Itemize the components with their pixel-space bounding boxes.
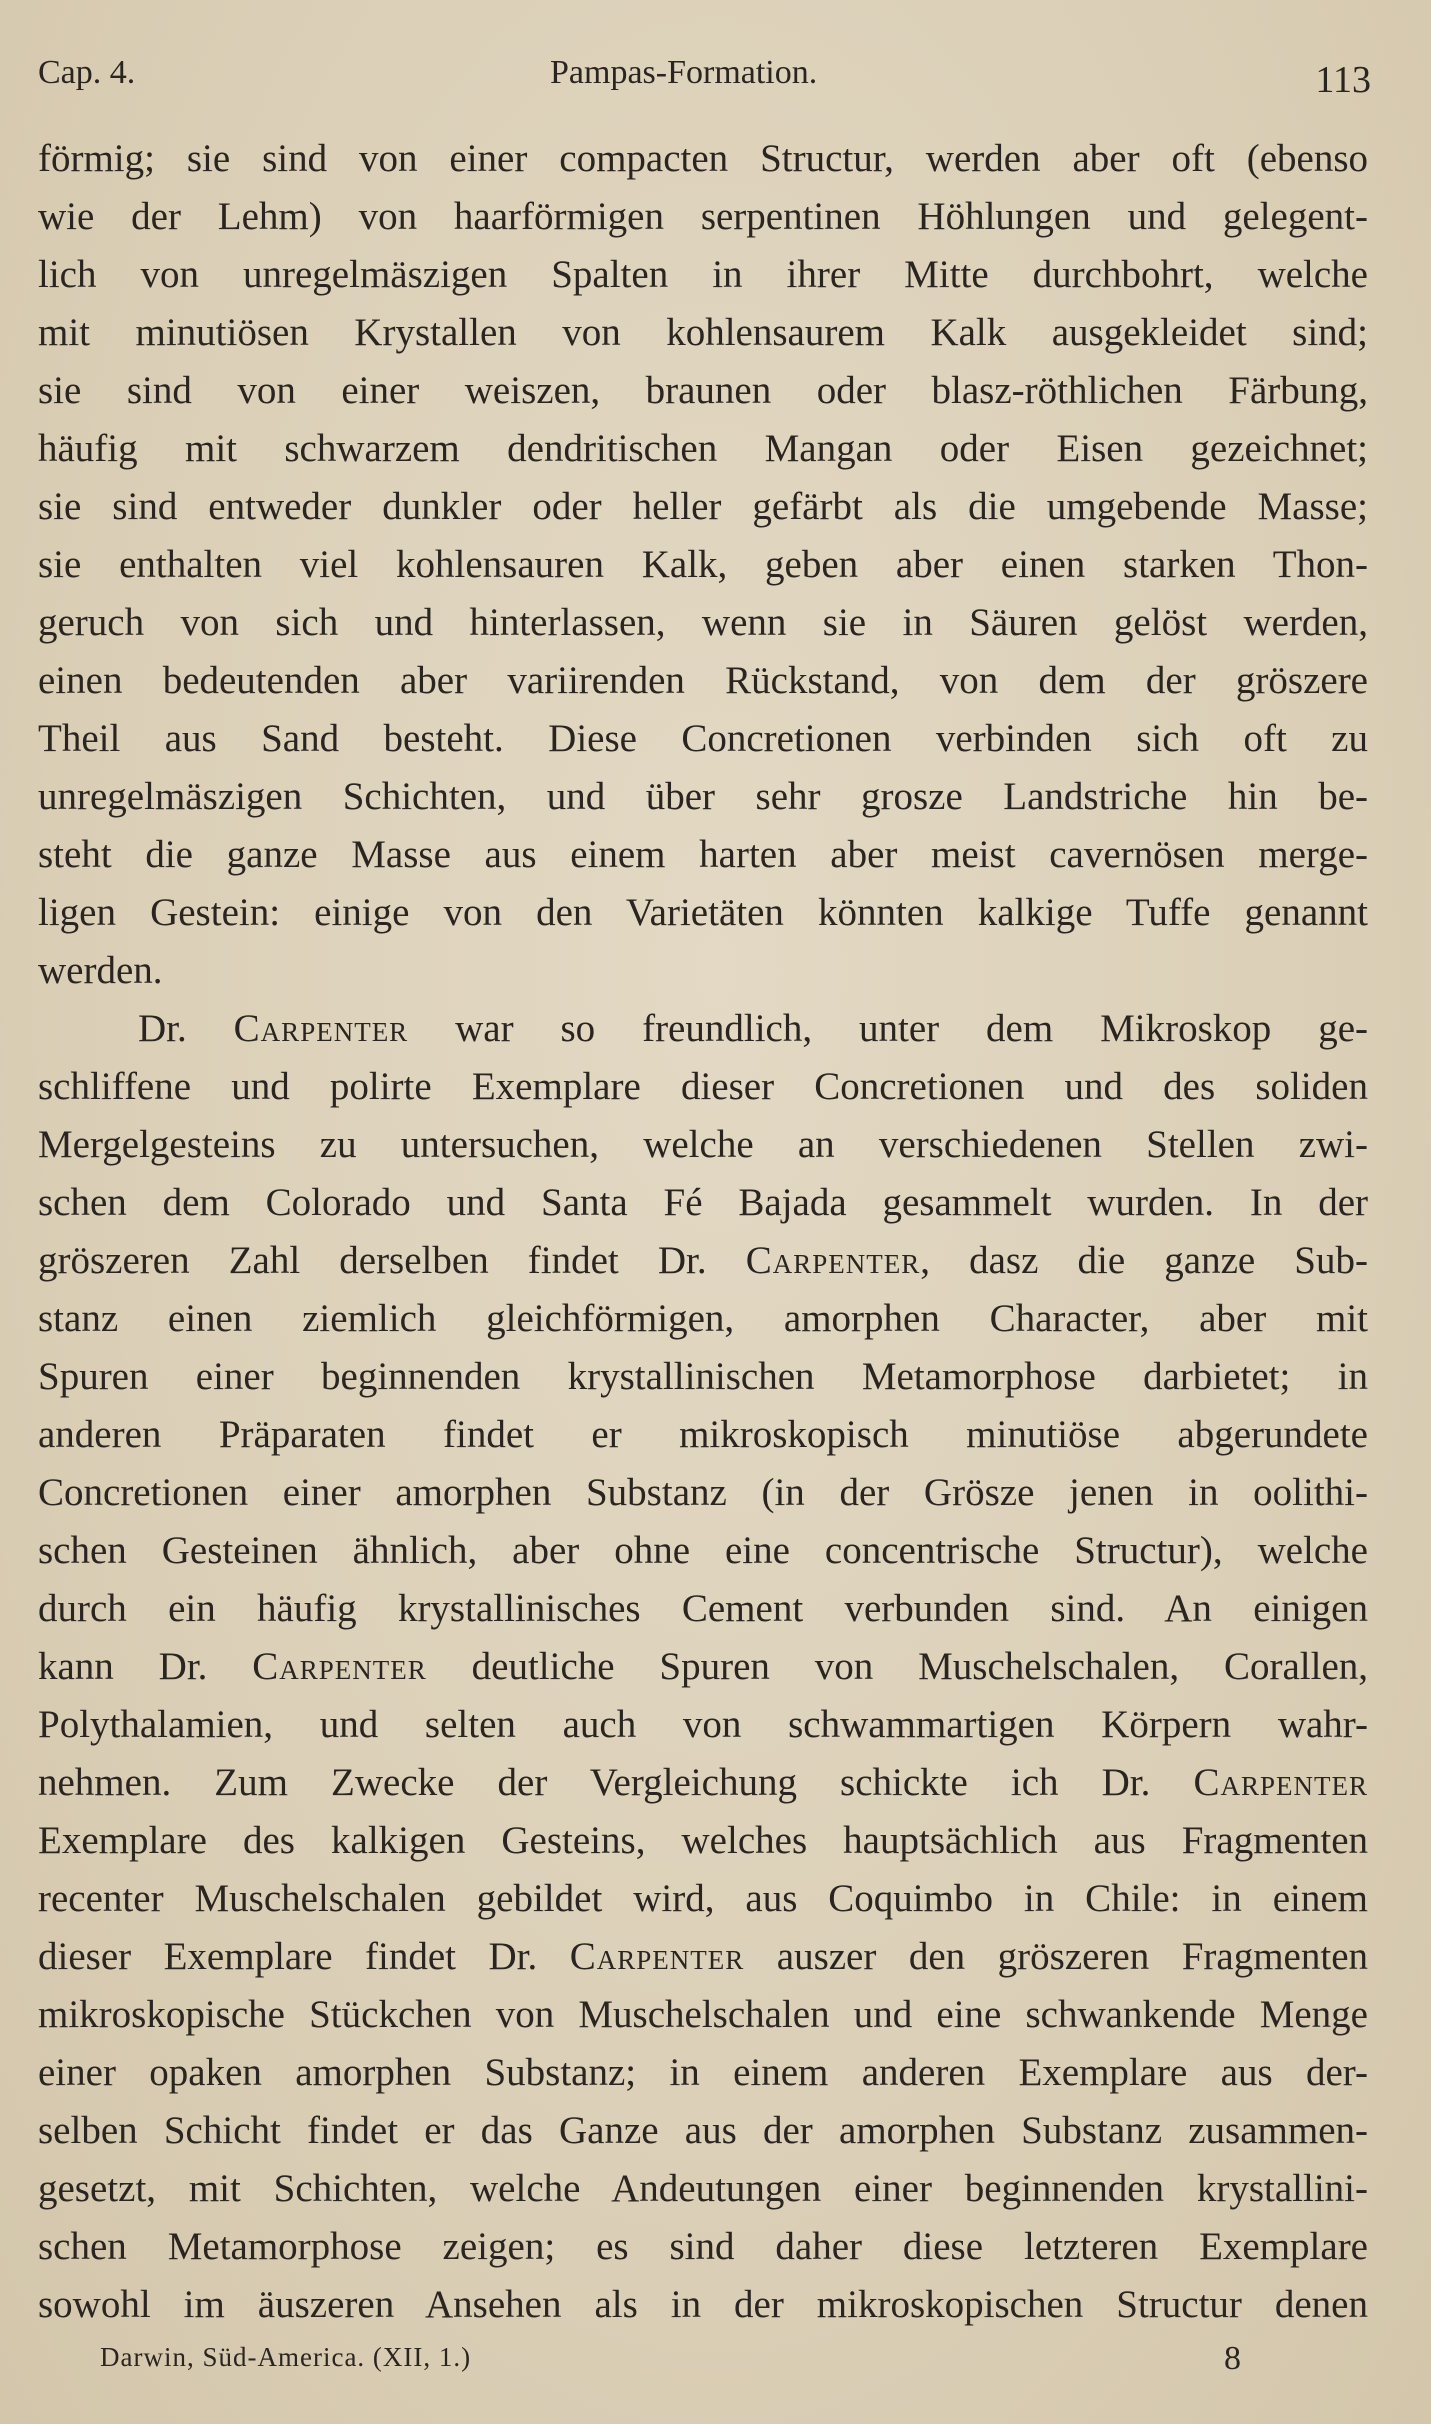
running-header — [38, 48, 1371, 108]
text-line: wie der Lehm) von haarförmigen serpentinen Höhlungen und gelegent- — [38, 195, 1368, 238]
text-line: schen dem Colorado und Santa Fé Bajada gesammelt wurden. In der — [38, 1181, 1368, 1224]
running-title: Pampas-Formation. — [550, 54, 818, 91]
text-line — [38, 1232, 1368, 1290]
text-line: häufig mit schwarzem dendritischen Mangan oder Eisen gezeichnet; — [38, 427, 1368, 470]
text-run: gröszeren Zahl derselben findet Dr. — [38, 1239, 746, 1282]
main-text — [38, 130, 1368, 2334]
text-line: Mergelgesteins zu untersuchen, welche an verschiedenen Stellen zwi- — [38, 1123, 1368, 1166]
text-line: sie enthalten viel kohlensauren Kalk, geben aber einen starken Thon- — [38, 543, 1368, 586]
text-line: stanz einen ziemlich gleichförmigen, amorphen Character, aber mit — [38, 1297, 1368, 1340]
text-line — [38, 1638, 1368, 1696]
page-number: 113 — [1315, 59, 1371, 101]
text-line: Spuren einer beginnenden krystallinischen Metamorphose darbietet; in — [38, 1355, 1368, 1398]
text-line: einer opaken amorphen Substanz; in einem anderen Exemplare aus der- — [38, 2051, 1368, 2094]
text-line: mikroskopische Stückchen von Muschelschalen und eine schwankende Menge — [38, 1993, 1368, 2036]
author-name: Carpenter — [1193, 1761, 1368, 1804]
text-line: sowohl im äuszeren Ansehen als in der mikroskopischen Structur denen — [38, 2283, 1368, 2326]
text-run: war so freundlich, unter dem Mikroskop ge- — [408, 1007, 1368, 1050]
text-line — [38, 1754, 1368, 1812]
sheet-number: 8 — [1224, 2340, 1241, 2377]
text-line: sie sind entweder dunkler oder heller gefärbt als die umgebende Masse; — [38, 485, 1368, 528]
chapter-label: Cap. 4. — [38, 54, 136, 91]
text-line: lich von unregelmäszigen Spalten in ihrer Mitte durchbohrt, welche — [38, 253, 1368, 296]
text-line: sie sind von einer weiszen, braunen oder blasz-röthlichen Färbung, — [38, 369, 1368, 412]
text-line: förmig; sie sind von einer compacten Structur, werden aber oft (ebenso — [38, 137, 1368, 180]
text-line: anderen Präparaten findet er mikroskopisch minutiöse abgerundete — [38, 1413, 1368, 1456]
text-run: nehmen. Zum Zwecke der Vergleichung schickte ich Dr. — [38, 1761, 1194, 1804]
text-run: , dasz die ganze Sub- — [920, 1239, 1368, 1282]
text-run: deutliche Spuren von Muschelschalen, Corallen, — [426, 1645, 1368, 1688]
text-line: geruch von sich und hinterlassen, wenn sie in Säuren gelöst werden, — [38, 601, 1368, 644]
text-line: durch ein häufig krystallinisches Cement verbunden sind. An einigen — [38, 1587, 1368, 1630]
author-name: Carpenter — [252, 1645, 427, 1688]
text-line: schliffene und polirte Exemplare dieser Concretionen und des soliden — [38, 1065, 1368, 1108]
text-line: recenter Muschelschalen gebildet wird, aus Coquimbo in Chile: in einem — [38, 1877, 1368, 1920]
paragraph-1 — [38, 130, 1368, 1000]
text-line: steht die ganze Masse aus einem harten aber meist cavernösen merge- — [38, 833, 1368, 876]
author-name: Carpenter — [233, 1007, 409, 1050]
page-footer — [100, 2342, 1241, 2382]
author-name: Carpenter — [569, 1935, 745, 1978]
text-line: mit minutiösen Krystallen von kohlensaurem Kalk ausgekleidet sind; — [38, 311, 1368, 354]
text-line: schen Metamorphose zeigen; es sind daher diese letzteren Exemplare — [38, 2225, 1368, 2268]
text-line: Theil aus Sand besteht. Diese Concretionen verbinden sich oft zu — [38, 717, 1368, 760]
text-line — [38, 1928, 1368, 1986]
text-line: Exemplare des kalkigen Gesteins, welches hauptsächlich aus Fragmenten — [38, 1819, 1368, 1862]
author-name: Carpenter — [745, 1239, 921, 1282]
text-line: werden. — [38, 949, 163, 992]
text-line: unregelmäszigen Schichten, und über sehr grosze Landstriche hin be- — [38, 775, 1368, 818]
text-line: gesetzt, mit Schichten, welche Andeutungen einer beginnenden krystallini- — [38, 2167, 1368, 2210]
text-run: auszer den gröszeren Fragmenten — [744, 1935, 1368, 1978]
text-run: Dr. — [138, 1007, 234, 1050]
text-line: Polythalamien, und selten auch von schwammartigen Körpern wahr- — [38, 1703, 1368, 1746]
text-line: ligen Gestein: einige von den Varietäten könnten kalkige Tuffe genannt — [38, 891, 1368, 934]
text-run: dieser Exemplare findet Dr. — [38, 1935, 570, 1978]
text-line: selben Schicht findet er das Ganze aus der amorphen Substanz zusammen- — [38, 2109, 1368, 2152]
signature-mark: Darwin, Süd-America. (XII, 1.) — [100, 2342, 472, 2372]
text-line: Concretionen einer amorphen Substanz (in der Grösze jenen in oolithi- — [38, 1471, 1368, 1514]
text-line: schen Gesteinen ähnlich, aber ohne eine concentrische Structur), welche — [38, 1529, 1368, 1572]
paragraph-2 — [38, 1000, 1368, 2334]
text-line — [38, 1000, 1368, 1058]
text-run: kann Dr. — [38, 1645, 253, 1688]
text-line: einen bedeutenden aber variirenden Rückstand, von dem der gröszere — [38, 659, 1368, 702]
